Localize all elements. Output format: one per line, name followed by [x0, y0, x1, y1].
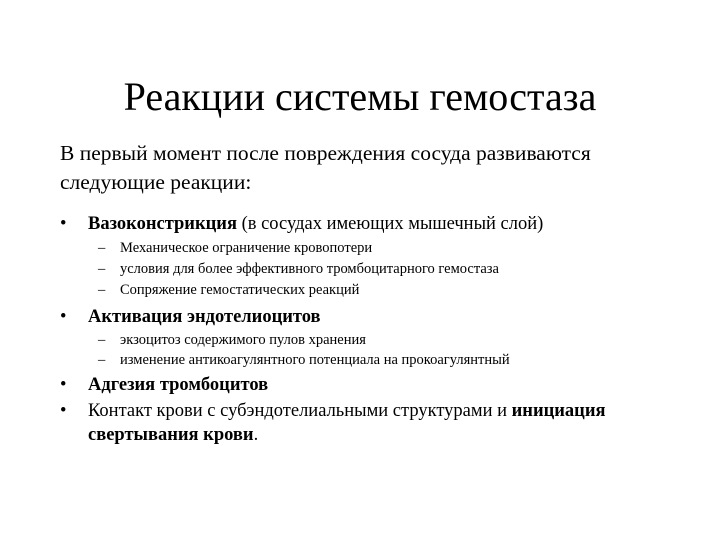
intro-line-2: следующие реакции: — [60, 170, 252, 194]
bullet-bold-text: Адгезия тромбоцитов — [88, 375, 269, 395]
bullet-marker: • — [60, 307, 67, 327]
subitem-text: условия для более эффективного тромбоцитарного гемостаза — [120, 261, 499, 277]
bullet-tail-text: . — [253, 425, 259, 445]
dash-marker: – — [98, 261, 106, 277]
bullet-rest-text: (в сосудах имеющих мышечный слой) — [236, 214, 544, 234]
bullet-bold-text: Активация эндотелиоцитов — [88, 307, 321, 327]
bullet-marker: • — [60, 214, 67, 234]
dash-marker: – — [98, 352, 106, 368]
bullet-marker: • — [60, 375, 67, 395]
dash-marker: – — [98, 282, 106, 298]
dash-marker: – — [98, 240, 106, 256]
subitem-text: изменение антикоагулянтного потенциала на прокоагулянтный — [120, 352, 510, 368]
bullet-text — [88, 212, 543, 236]
subitem-text: Сопряжение гемостатических реакций — [120, 282, 360, 298]
intro-text — [60, 139, 680, 197]
bullet-text — [88, 373, 268, 397]
bullet-bold-text-2: свертывания крови — [88, 425, 254, 445]
bullet-bold-text: Вазоконстрикция — [88, 214, 237, 234]
subitem-text: Механическое ограничение кровопотери — [120, 240, 373, 256]
bullet-plain-text: Контакт крови с субэндотелиальными структурами и — [88, 401, 512, 421]
intro-line-1: В первый момент после повреждения сосуда развиваются — [60, 141, 591, 165]
subitem-text: экзоцитоз содержимого пулов хранения — [120, 332, 366, 348]
bullet-marker: • — [60, 401, 67, 421]
slide-title: Реакции системы гемостаза — [123, 74, 597, 119]
bullet-text — [88, 305, 321, 329]
bullet-text — [88, 399, 606, 423]
bullet-bold-text: инициация — [511, 401, 606, 421]
dash-marker: – — [98, 332, 106, 348]
bullet-text-line-2 — [88, 423, 258, 447]
